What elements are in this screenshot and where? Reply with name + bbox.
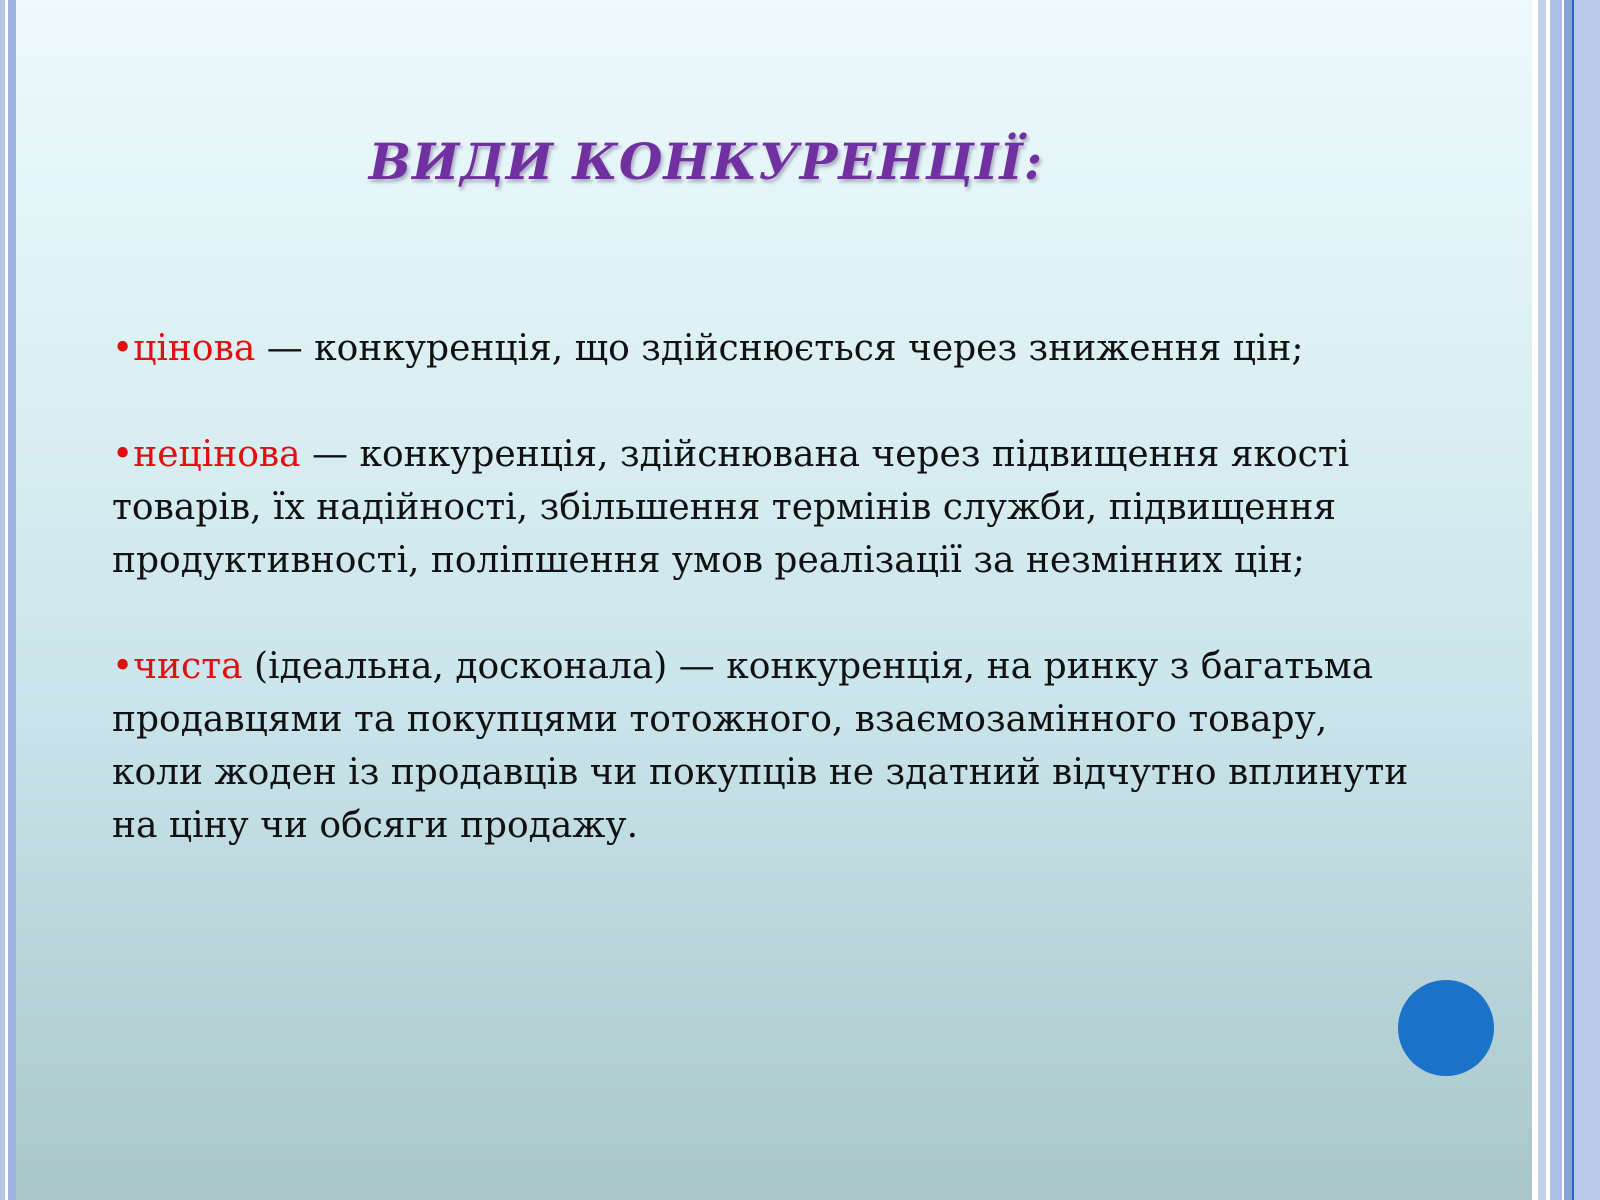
right-border-decoration (1532, 0, 1600, 1200)
list-item-bullet: • (112, 328, 134, 369)
list-item-non-price-competition (112, 428, 1412, 587)
list-item-text: (ідеальна, досконала) — конкуренція, на ринку з багатьма продавцями та покупцями тотожного, взаємозамінного товару, коли жоден із продавців чи покупців не здатний відчутно вплинути на ціну чи обсяги продажу. (112, 646, 1409, 846)
list-item-term: цінова (133, 328, 256, 369)
slide-title: ВИДИ КОНКУРЕНЦІЇ: (368, 132, 1044, 191)
list-item-bullet: • (112, 646, 134, 687)
list-item-price-competition (112, 322, 1412, 375)
list-item-pure-competition (112, 640, 1412, 852)
list-item-bullet: • (112, 434, 134, 475)
list-item-text: — конкуренція, що здійснюється через зниження цін; (255, 328, 1304, 369)
slide-content (112, 322, 1412, 905)
list-item-term: чиста (133, 646, 243, 687)
blue-circle-decoration (1398, 980, 1494, 1076)
list-item-term: нецінова (133, 434, 301, 475)
list-item-text: — конкуренція, здійснювана через підвищення якості товарів, їх надійності, збільшення термінів служби, підвищення продуктивності, поліпшення умов реалізації за незмінних цін; (112, 434, 1350, 581)
